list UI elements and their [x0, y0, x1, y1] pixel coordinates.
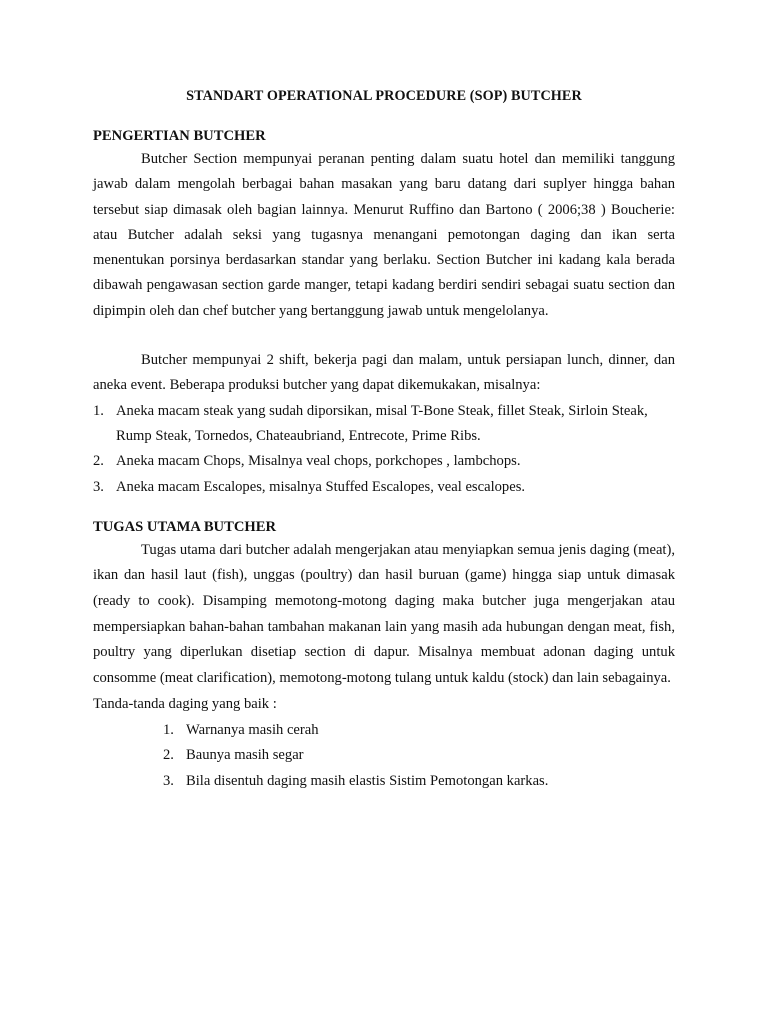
- list-item: [93, 475, 675, 500]
- list-item-number: 2.: [163, 747, 174, 764]
- list-item: [163, 769, 675, 794]
- list-item-text: Aneka macam Chops, Misalnya veal chops, porkchopes , lambchops.: [116, 453, 521, 470]
- section-heading-tugas: TUGAS UTAMA BUTCHER: [93, 518, 276, 535]
- list-item: [93, 449, 675, 474]
- list-item-text: Baunya masih segar: [186, 747, 304, 764]
- list-item-text: Aneka macam Escalopes, misalnya Stuffed Escalopes, veal escalopes.: [116, 478, 526, 495]
- production-list: [93, 399, 675, 500]
- list-item-number: 3.: [93, 478, 104, 495]
- meat-quality-list: [93, 718, 675, 794]
- list-item-text: Bila disentuh daging masih elastis Sistim Pemotongan karkas.: [186, 772, 549, 789]
- list-item-number: 1.: [93, 402, 104, 419]
- document-page: [93, 80, 675, 794]
- paragraph-pengertian-1: Butcher Section mempunyai peranan penting dalam suatu hotel dan memiliki tanggung jawab dalam mengolah berbagai bahan masakan yang baru datang dari suplyer hingga bahan tersebut siap dimasak oleh bagian lainnya. Menurut Ruffino dan Bartono ( 2006;38 ) Boucherie: atau Butcher adalah seksi yang tugasnya menangani pemotongan daging dan ikan serta menentukan porsinya berdasarkan standar yang berlaku. Section Butcher ini kadang kala berada dibawah pengawasan section garde manger, tetapi kadang berdiri sendiri sebagai suatu section dan dipimpin oleh dan chef butcher yang bertanggung jawab untuk mengelolanya.: [93, 151, 675, 319]
- list-item-number: 3.: [163, 772, 174, 789]
- section-heading-pengertian: PENGERTIAN BUTCHER: [93, 128, 266, 144]
- list-item: [163, 743, 675, 768]
- list-item-text: Aneka macam steak yang sudah diporsikan, misal T-Bone Steak, fillet Steak, Sirloin Steak, Rump Steak, Tornedos, Chateaubriand, Entrecote, Prime Ribs.: [116, 402, 648, 444]
- list-item-number: 1.: [163, 722, 174, 739]
- document-title: STANDART OPERATIONAL PROCEDURE (SOP) BUTCHER: [186, 88, 582, 104]
- list-item: [163, 718, 675, 743]
- paragraph-tugas-tail: Tanda-tanda daging yang baik :: [93, 696, 277, 713]
- paragraph-pengertian-2: Butcher mempunyai 2 shift, bekerja pagi dan malam, untuk persiapan lunch, dinner, dan aneka event. Beberapa produksi butcher yang dapat dikemukakan, misalnya:: [93, 352, 675, 394]
- paragraph-tugas-1: Tugas utama dari butcher adalah mengerjakan atau menyiapkan semua jenis daging (meat), ikan dan hasil laut (fish), unggas (poultry) dan hasil buruan (game) hingga siap untuk dimasak (ready to cook). Disamping memotong-motong daging maka butcher juga mengerjakan atau mempersiapkan bahan-bahan tambahan makanan lain yang masih ada hubungan dengan meat, fish, poultry yang diperlukan disetiap section di dapur. Misalnya membuat adonan daging untuk consomme (meat clarification), memotong-motong tulang untuk kaldu (stock) dan lain sebagainya.: [93, 541, 675, 686]
- list-item: [93, 399, 675, 450]
- list-item-text: Warnanya masih cerah: [186, 722, 319, 739]
- list-item-number: 2.: [93, 453, 104, 470]
